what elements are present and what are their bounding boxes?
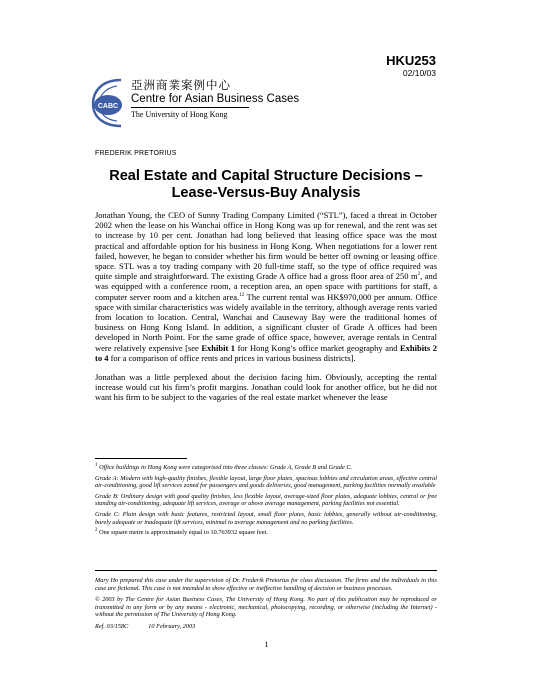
footnote-ref: 12 — [239, 292, 245, 298]
title-line-1: Real Estate and Capital Structure Decisions – — [109, 168, 423, 184]
page-number: 1 — [264, 640, 269, 649]
superscript-area: 2 — [417, 272, 421, 278]
exhibits-2-4-ref: Exhibits 2 to 4 — [95, 342, 437, 363]
case-code-block — [386, 54, 436, 78]
exhibit-1-ref: Exhibit 1 — [201, 342, 236, 353]
footnotes — [95, 464, 437, 540]
reference-line: Ref. 03/158C 10 February, 2003 — [95, 622, 196, 630]
case-date: 02/10/03 — [402, 68, 436, 78]
author-name: FREDERIK PRETORIUS — [95, 150, 177, 157]
copyright-note: © 2003 by The Centre for Asian Business Cases, The University of Hong Kong. No part of this publication may be reproduced or transmitted in any form or by any means - electronic, mechanical, photocopying, recording, or otherwise (including the Internet) - without the permission of The University of Hong Kong. — [95, 596, 437, 619]
logo-english-name: Centre for Asian Business Cases — [131, 93, 300, 105]
logo-university: The University of Hong Kong — [131, 110, 228, 119]
footnote-2: $^2$ One square metre is approximately equal to 10.763932 square feet. — [95, 528, 268, 537]
footnote-grade-a: Grade A: Modern with high-quality finishes, flexible layout, large floor plates, spacious lobbies and circulation areas, effective central air-conditioning, good lift services zoned for passengers and goods deliveries, good management, parking facilities normally available — [95, 474, 437, 490]
cabc-badge-text: CABC — [97, 103, 119, 110]
footnote-divider — [95, 458, 187, 459]
logo-chinese-name: 亞洲商業案例中心 — [131, 78, 231, 92]
case-id: HKU253 — [386, 53, 436, 68]
document-title — [95, 168, 437, 202]
body-text — [95, 210, 437, 412]
footnote-grade-b: Grade B: Ordinary design with good quality finishes, less flexible layout, average-sized floor plates, adequate lobbies, central or free standing air-conditioning, adequate lift services, average or above average management, parking facilities not essential. — [95, 492, 437, 508]
paragraph-2: Jonathan was a little perplexed about the decision facing him. Obviously, accepting the rental increase would cut his firm’s profit margins. Jonathan could look for another office, but he did not want his firm to be subject to the vagaries of the real estate market whenever the lease — [95, 372, 437, 403]
paragraph-1: Jonathan Young, the CEO of Sunny Trading Company Limited (“STL”), faced a threat in October 2002 when the lease on his Wanchai office in Hong Kong was up for renewal, and the rent was set to increase by 10 per cent. Jonathan had long believed that leasing office space was the most practical and affordable option for his business in Hong Kong. When negotiations for a lower rent failed, however, he began to consider whether his firm would be better off owning or leasing office space. STL was a toy trading company with 20 full-time staff, so the type of office required was quite simple and straightforward. The existing Grade A office had a gross floor area of 250 $m^2$, and was equipped with a conference room, a reception area, an open space with partitions for staff, a computer server room and a kitchen area.$^{12}$ The current rental was HK$970,000 per annum. Office space with similar characteristics was widely available in the territory, although average rents varied from location to location. Central, Wanchai and Causeway Bay were the traditional homes of business on Hong Kong Island. In addition, a significant cluster of Grade A offices had been developed in North Point. For the same grade of office space, however, average rentals in Central were relatively expensive [see Exhibit 1 for Hong Kong’s office market geography and Exhibits 2 to 4 for a comparison of office rents and prices in various business districts]. — [95, 210, 438, 363]
prepared-note: Mary Ho prepared this case under the supervision of Dr. Frederik Pretorius for class discussion. The firms and the individuals in this case are fictional. This case is not intended to show effective or ineffective handling of decision or business processes. — [95, 577, 437, 592]
footnote-grade-c: Grade C: Plain design with basic features, restricted layout, small floor plates, basic lobbies, generally without air-conditioning, barely adequate or inadequate lift services, minimal to average management and no parking facilities. — [95, 510, 437, 526]
logo-divider — [131, 107, 249, 108]
notes-divider — [95, 570, 437, 571]
case-notes — [95, 577, 437, 635]
footnote-1: $^1$ Office buildings in Hong Kong were categorised into three classes: Grade A, Grade B and Grade C. — [95, 462, 353, 471]
cabc-emblem-icon — [91, 74, 131, 130]
cabc-logo — [91, 74, 300, 134]
title-line-2: Lease-Versus-Buy Analysis — [171, 185, 361, 201]
